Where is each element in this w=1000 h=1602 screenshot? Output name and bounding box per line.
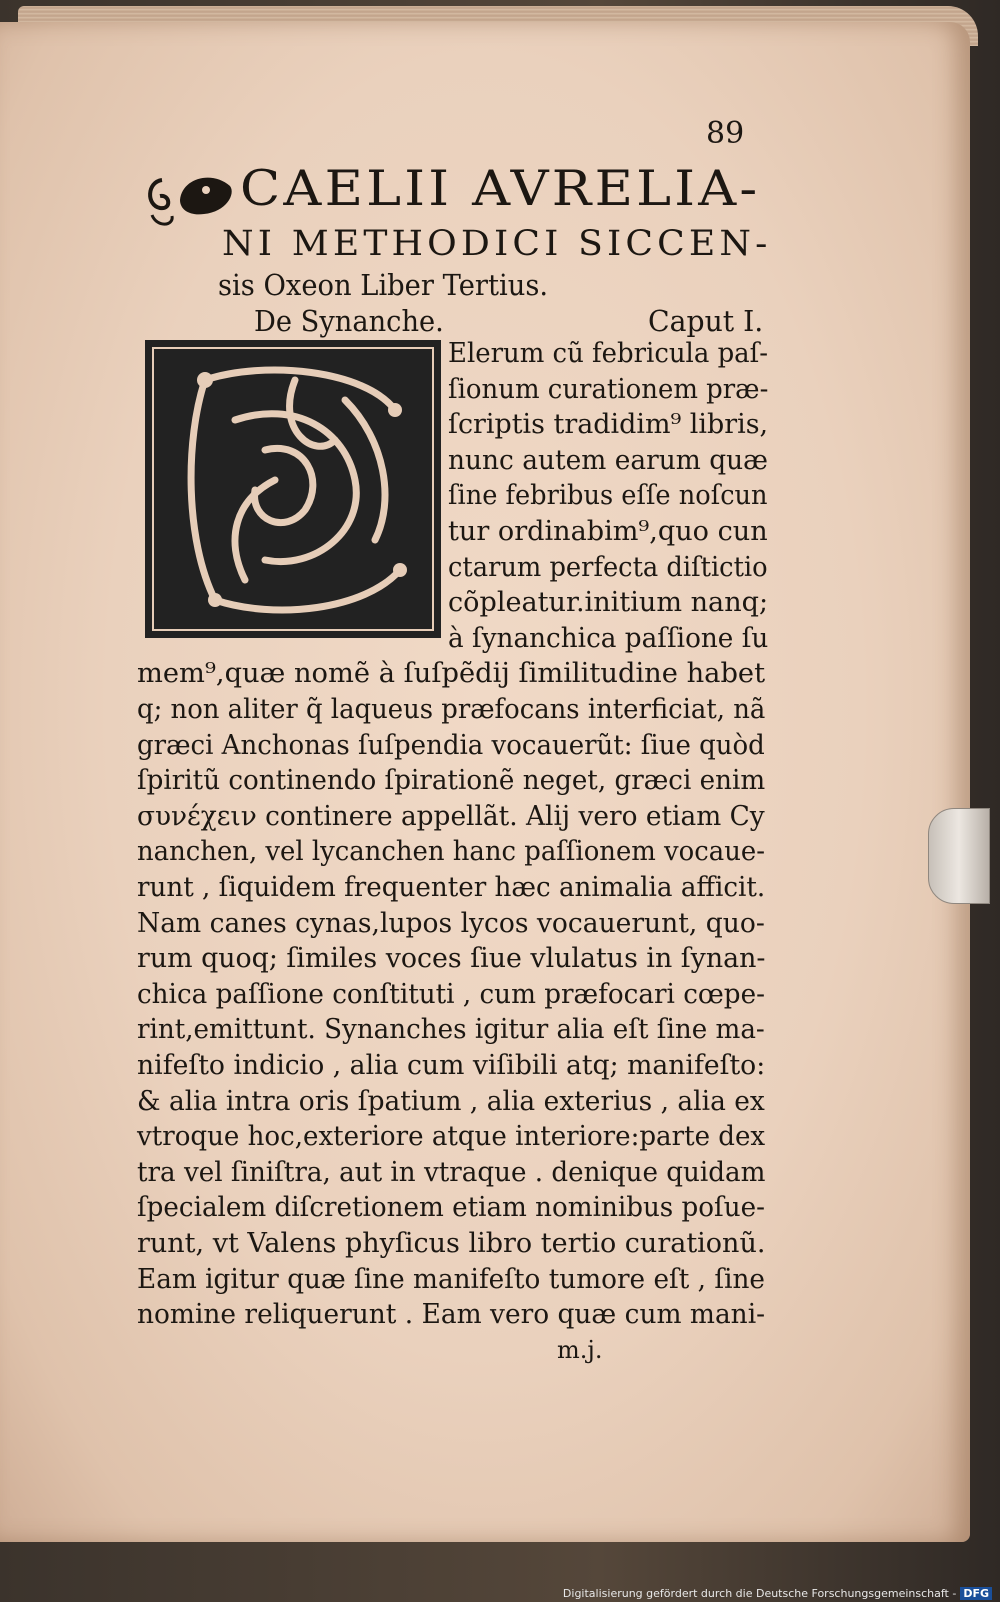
text-line: nomine reliquerunt . Eam vero quæ cum mani- [137, 1299, 766, 1331]
title-line-2: NI METHODICI SICCEN- [222, 224, 772, 264]
text-line: q; non aliter q̃ laqueus præfocans interficiat, nã [137, 694, 766, 725]
book-clasp-tab [928, 808, 990, 904]
text-line: Nam canes cynas,lupos lycos vocauerunt, quo- [137, 907, 765, 939]
title-line-1: CAELII AVRELIA- [240, 160, 761, 217]
footer-credit [563, 1587, 992, 1600]
text-line: runt , ſiquidem frequenter hæc animalia afficit. [137, 872, 766, 903]
text-line: ctarum perfecta diſtictio [448, 551, 768, 583]
chapter-subject: De Synanche. [254, 304, 444, 338]
text-line: συνέχειν continere appellãt. Alij vero etiam Cy [137, 800, 765, 832]
signature-mark: m.j. [557, 1336, 603, 1364]
text-line: nanchen, vel lycanchen hanc paſſionem vocaue- [137, 836, 765, 868]
dfg-logo: DFG [960, 1587, 992, 1600]
text-line: nunc autem earum quæ [448, 444, 768, 476]
text-line: runt, vt Valens phyſicus libro tertio curationũ. [137, 1228, 766, 1259]
text-line: ſine febribus eſſe noſcun [448, 480, 768, 512]
text-line: mem⁹,quæ nomẽ à ſuſpẽdij ſimilitudine habet [137, 658, 766, 690]
chapter-number: Caput I. [648, 304, 764, 338]
text-line: rint,emittunt. Synanches igitur alia eſt ſine ma- [137, 1014, 765, 1046]
text-line: à ſynanchica paſſione ſu [448, 622, 769, 654]
text-line: ſpiritũ continendo ſpirationẽ neget, græci enim [137, 765, 766, 797]
text-line: vtroque hoc,exteriore atque interiore:parte dex [137, 1121, 766, 1153]
decorated-initial-icon [145, 340, 441, 638]
text-line: rum quoq; ſimiles voces ſiue vlulatus in ſynan- [137, 943, 766, 975]
text-line: tra vel ſiniſtra, aut in vtraque . denique quidam [137, 1156, 766, 1188]
footer-credit-text: Digitalisierung gefördert durch die Deutsche Forschungsgemeinschaft - [562, 1587, 957, 1600]
text-line: Elerum cũ febricula paſ- [448, 338, 769, 369]
text-line: tur ordinabim⁹,quo cun [448, 516, 768, 547]
text-line: & alia intra oris ſpatium , alia exterius , alia ex [137, 1085, 765, 1117]
text-line: cõpleatur.initium nanq; [448, 587, 769, 619]
title-line-3: sis Oxeon Liber Tertius. [218, 268, 549, 302]
text-line: ſionum curationem præ- [448, 373, 769, 405]
text-line: Eam igitur quæ ſine manifeſto tumore eſt , ſine [137, 1263, 765, 1295]
fleuron-ornament-icon [142, 160, 238, 232]
text-line: græci Anchonas ſuſpendia vocauerũt: ſiue quòd [137, 729, 765, 761]
text-line: ſpecialem diſcretionem etiam nominibus poſue- [137, 1192, 765, 1224]
text-line: ſcriptis tradidim⁹ libris, [448, 409, 769, 441]
page-number: 89 [706, 116, 745, 151]
text-line: nifeſto indicio , alia cum viſibili atq; manifeſto: [137, 1050, 766, 1081]
text-line: chica paſſione conſtituti , cum præfocari cœpe- [137, 978, 765, 1010]
